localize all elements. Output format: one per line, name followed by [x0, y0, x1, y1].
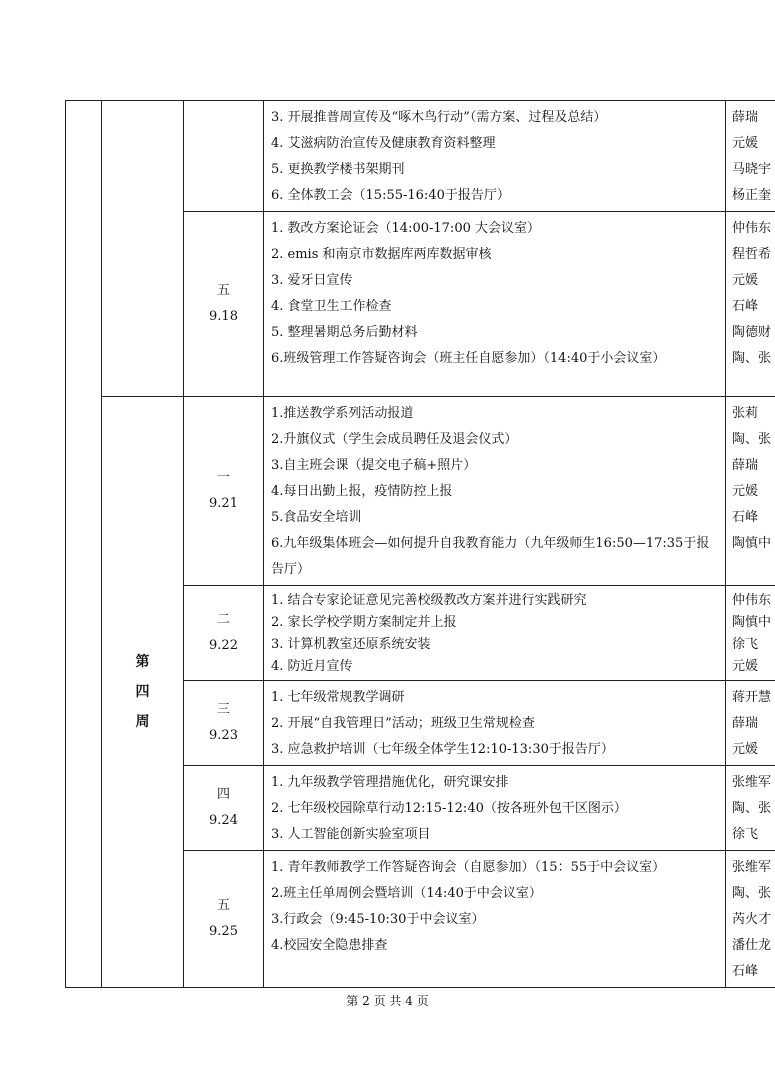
footer-middle: 页 共: [373, 994, 402, 1008]
task-item: 1.推送教学系列活动报道: [271, 406, 414, 421]
responsible-cell: [726, 586, 775, 681]
responsible-name: 芮火才: [732, 912, 772, 927]
responsible-name: 徐飞: [732, 637, 759, 652]
task-item: 3. 计算机教室还原系统安装: [271, 637, 431, 652]
responsible-cell: [726, 681, 775, 766]
task-item: 2. 开展“自我管理日”活动；班级卫生常规检查: [271, 716, 535, 731]
day-cell: [184, 851, 264, 988]
responsible-cell: [726, 851, 775, 988]
week-label: 第 四 周: [135, 654, 150, 730]
responsible-name: 薛瑞: [732, 716, 759, 731]
day-cell: [184, 766, 264, 851]
task-cell: [264, 212, 726, 397]
task-item: 3. 开展推普周宣传及“啄木鸟行动”（需方案、过程及总结）: [271, 110, 607, 125]
task-item: 2. 家长学校学期方案制定并上报: [271, 615, 457, 630]
task-item: 3.自主班会课（提交电子稿+照片）: [271, 458, 477, 473]
day-date: 9.25: [209, 924, 238, 939]
task-item: 2. 七年级校园除草行动12:15-12:40（按各班外包干区图示）: [271, 801, 627, 816]
responsible-name: 石峰: [732, 510, 759, 525]
responsible-name: 陶慎中: [732, 615, 772, 630]
footer-total-pages: 4: [405, 994, 413, 1008]
responsible-name: 陶慎中: [732, 536, 772, 551]
day-date: 9.23: [209, 728, 238, 743]
day-name: 四: [216, 787, 230, 802]
day-date: 9.24: [209, 813, 238, 828]
day-cell: [184, 101, 264, 212]
task-item: 1. 七年级常规教学调研: [271, 690, 405, 705]
task-item: 6.九年级集体班会—如何提升自我教育能力（九年级师生16:50—17:35于报告厅）: [271, 536, 710, 577]
footer-suffix: 页: [416, 994, 429, 1008]
responsible-name: 薛瑞: [732, 110, 759, 125]
responsible-name: 元媛: [732, 136, 759, 151]
task-item: 3.行政会（9:45-10:30于中会议室）: [271, 912, 485, 927]
schedule-table: [65, 100, 775, 988]
task-item: 1. 教改方案论证会（14:00-17:00 大会议室）: [271, 221, 540, 236]
task-cell: [264, 851, 726, 988]
responsible-name: 杨正奎: [732, 188, 772, 203]
footer-prefix: 第: [346, 994, 359, 1008]
task-item: 2. emis 和南京市数据库两库数据审核: [271, 247, 492, 262]
task-item: 3. 应急救护培训（七年级全体学生12:10-13:30于报告厅）: [271, 742, 614, 757]
responsible-name: 蒋开慧: [732, 690, 772, 705]
day-cell: [184, 397, 264, 586]
responsible-name: 陶德财: [732, 325, 772, 340]
day-name: 一: [216, 470, 230, 485]
responsible-name: 仲伟东: [732, 593, 772, 608]
responsible-cell: [726, 212, 775, 397]
day-name: 二: [216, 612, 230, 627]
task-item: 2.班主任单周例会暨培训（14:40于中会议室）: [271, 886, 542, 901]
day-date: 9.18: [209, 309, 238, 324]
task-cell: [264, 766, 726, 851]
responsible-name: 潘仕龙: [732, 938, 772, 953]
task-item: 2.升旗仪式（学生会成员聘任及退会仪式）: [271, 432, 518, 447]
responsible-name: 陶、张: [732, 801, 772, 816]
task-item: 4.每日出勤上报，疫情防控上报: [271, 484, 453, 499]
task-item: 5. 更换教学楼书架期刊: [271, 162, 405, 177]
task-item: 4. 防近月宣传: [271, 659, 353, 674]
blank-cell: [66, 101, 102, 988]
day-cell: [184, 681, 264, 766]
day-name: 五: [216, 898, 230, 913]
task-item: 1. 九年级教学管理措施优化，研究课安排: [271, 775, 509, 790]
task-item: 3. 人工智能创新实验室项目: [271, 827, 431, 842]
responsible-name: 陶、张: [732, 351, 772, 366]
task-cell: [264, 397, 726, 586]
responsible-name: 元媛: [732, 273, 759, 288]
task-item: 5.食品安全培训: [271, 510, 362, 525]
week-cell-previous: [102, 101, 184, 397]
task-item: 6.班级管理工作答疑咨询会（班主任自愿参加）（14:40于小会议室）: [271, 351, 666, 366]
responsible-name: 张莉: [732, 406, 759, 421]
page-footer: [0, 992, 775, 1009]
day-date: 9.22: [209, 638, 238, 653]
day-date: 9.21: [209, 496, 238, 511]
responsible-name: 石峰: [732, 964, 759, 979]
task-item: 4.校园安全隐患排查: [271, 938, 388, 953]
task-item: 4. 艾滋病防治宣传及健康教育资料整理: [271, 136, 496, 151]
responsible-name: 元媛: [732, 659, 759, 674]
task-item: 5. 整理暑期总务后勤材料: [271, 325, 418, 340]
table-row: [66, 397, 775, 586]
task-cell: [264, 586, 726, 681]
task-item: 4. 食堂卫生工作检查: [271, 299, 392, 314]
responsible-name: 陶、张: [732, 886, 772, 901]
responsible-cell: [726, 101, 775, 212]
task-item: 1. 青年教师教学工作答疑咨询会（自愿参加）（15：55于中会议室）: [271, 860, 666, 875]
responsible-name: 石峰: [732, 299, 759, 314]
table-row: [66, 101, 775, 212]
task-item: 3. 爱牙日宣传: [271, 273, 353, 288]
task-cell: [264, 681, 726, 766]
responsible-name: 元媛: [732, 484, 759, 499]
responsible-name: 陶、张: [732, 432, 772, 447]
responsible-name: 元媛: [732, 742, 759, 757]
responsible-name: 仲伟东: [732, 221, 772, 236]
footer-page-number: 2: [362, 994, 370, 1008]
day-name: 三: [216, 702, 230, 717]
week-cell: [102, 397, 184, 988]
responsible-name: 马晓宇: [732, 162, 772, 177]
responsible-name: 薛瑞: [732, 458, 759, 473]
responsible-name: 张维军: [732, 775, 772, 790]
day-cell: [184, 586, 264, 681]
responsible-cell: [726, 397, 775, 586]
task-item: 1. 结合专家论证意见完善校级教改方案并进行实践研究: [271, 593, 587, 608]
day-cell: [184, 212, 264, 397]
task-item: 6. 全体教工会（15:55-16:40于报告厅）: [271, 188, 510, 203]
responsible-name: 程哲希: [732, 247, 772, 262]
responsible-cell: [726, 766, 775, 851]
responsible-name: 徐飞: [732, 827, 759, 842]
day-name: 五: [216, 283, 230, 298]
responsible-name: 张维军: [732, 860, 772, 875]
task-cell: [264, 101, 726, 212]
